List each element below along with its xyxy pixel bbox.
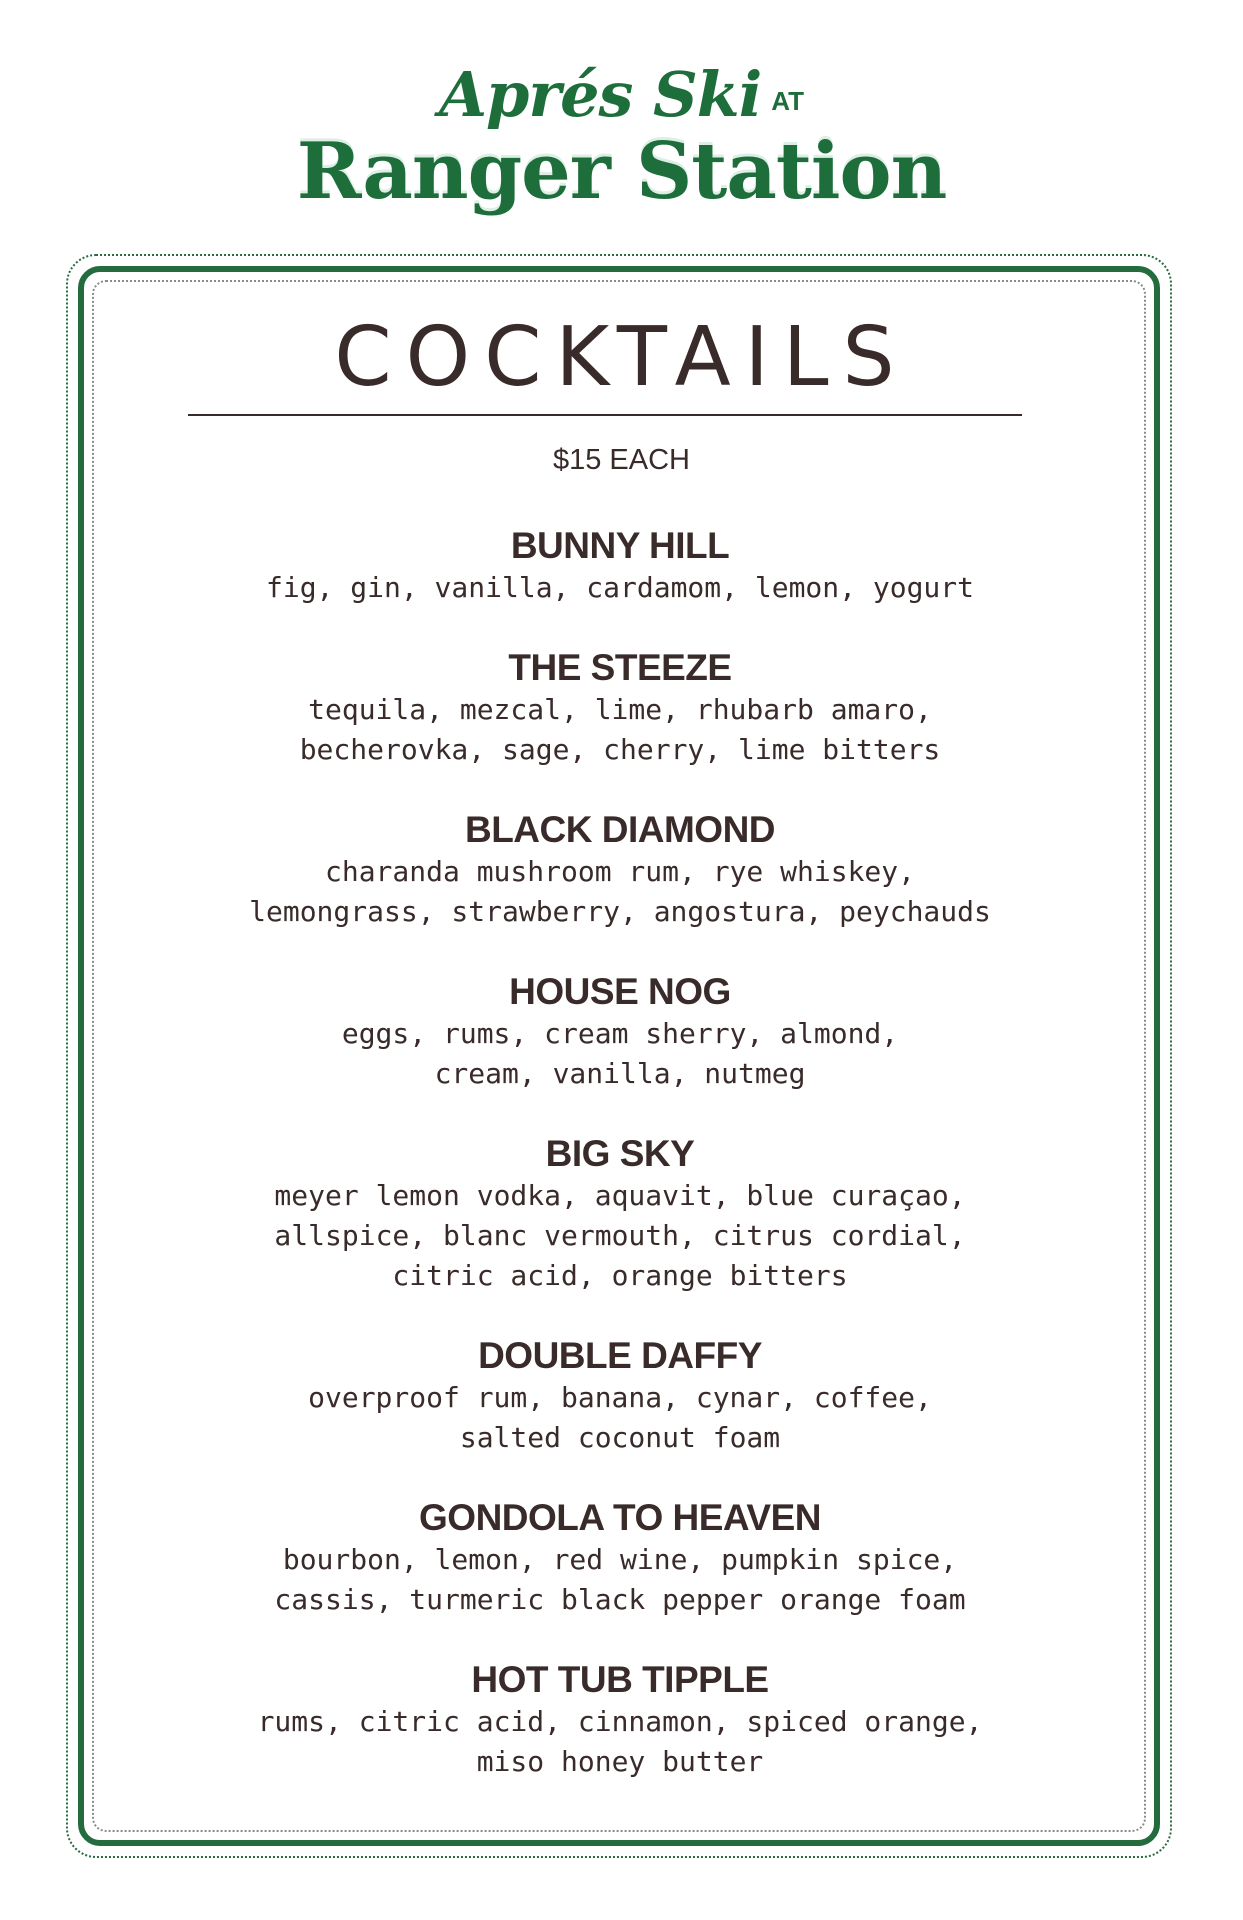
price-label: $15 EACH bbox=[552, 444, 690, 476]
cocktail-item bbox=[120, 524, 1120, 608]
cocktail-ingredients: fig, gin, vanilla, cardamom, lemon, yogurt bbox=[265, 571, 974, 604]
cocktail-item bbox=[120, 970, 1120, 1094]
cocktail-name: DOUBLE DAFFY bbox=[478, 1335, 762, 1376]
heading-divider bbox=[188, 414, 1022, 416]
cocktail-name: GONDOLA TO HEAVEN bbox=[419, 1497, 821, 1538]
cocktail-name: BIG SKY bbox=[545, 1133, 695, 1174]
cocktail-name: BUNNY HILL bbox=[510, 525, 730, 566]
cocktail-ingredients: overproof rum, banana, cynar, coffee, salted coconut foam bbox=[308, 1381, 932, 1454]
logo-at-text: AT bbox=[771, 86, 805, 116]
cocktail-ingredients: bourbon, lemon, red wine, pumpkin spice, cassis, turmeric black pepper orange foam bbox=[274, 1543, 966, 1616]
menu-heading: COCKTAILS bbox=[334, 310, 909, 405]
cocktail-ingredients: tequila, mezcal, lime, rhubarb amaro, becherovka, sage, cherry, lime bitters bbox=[299, 693, 941, 766]
cocktail-name: BLACK DIAMOND bbox=[464, 809, 776, 850]
cocktail-name: THE STEEZE bbox=[508, 647, 732, 688]
cocktail-ingredients: meyer lemon vodka, aquavit, blue curaçao, allspice, blanc vermouth, citrus cordial, citric acid, orange bitters bbox=[274, 1179, 966, 1292]
cocktail-item bbox=[120, 1658, 1120, 1782]
cocktail-ingredients: eggs, rums, cream sherry, almond, cream, vanilla, nutmeg bbox=[341, 1017, 899, 1090]
logo-script-text: Aprés Ski bbox=[438, 58, 762, 131]
cocktail-ingredients: rums, citric acid, cinnamon, spiced orange, miso honey butter bbox=[257, 1705, 983, 1778]
cocktail-item bbox=[120, 808, 1120, 932]
logo-western-text: Ranger Station bbox=[296, 126, 947, 217]
cocktail-name: HOT TUB TIPPLE bbox=[471, 1659, 769, 1700]
cocktail-list bbox=[120, 524, 1120, 1820]
logo-line-2 bbox=[0, 126, 1243, 217]
cocktail-item bbox=[120, 1496, 1120, 1620]
logo-line-1 bbox=[0, 58, 1243, 130]
cocktail-item bbox=[120, 1334, 1120, 1458]
logo bbox=[0, 58, 1243, 228]
cocktail-ingredients: charanda mushroom rum, rye whiskey, lemongrass, strawberry, angostura, peychauds bbox=[249, 855, 991, 928]
cocktail-name: HOUSE NOG bbox=[509, 971, 731, 1012]
cocktail-item bbox=[120, 1132, 1120, 1296]
cocktail-item bbox=[120, 646, 1120, 770]
